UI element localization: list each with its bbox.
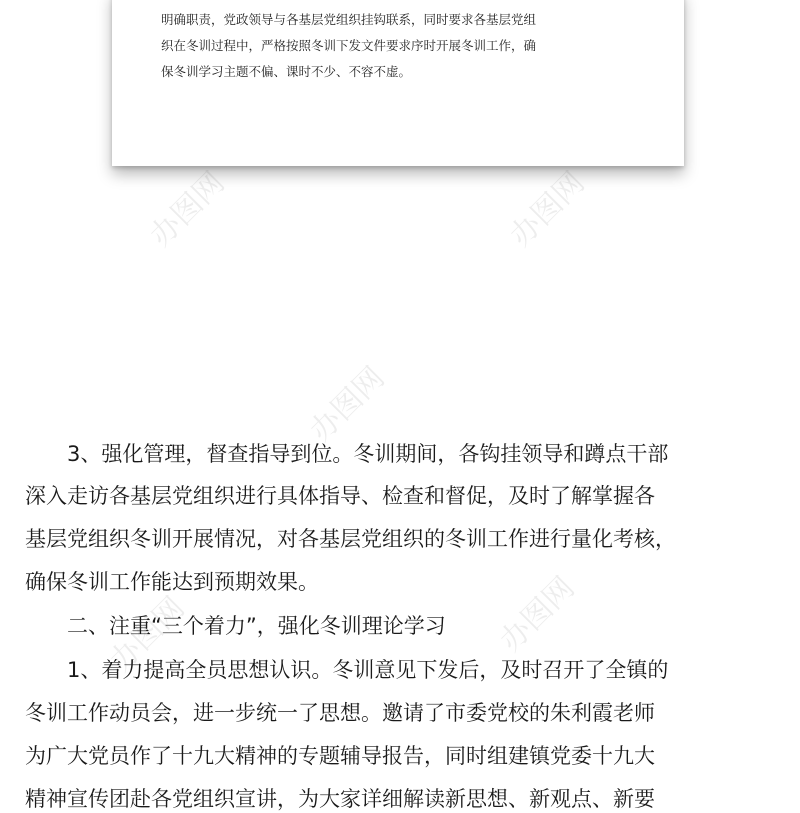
watermark: 办图网 [503, 165, 592, 254]
page-preview [112, 0, 684, 166]
paragraph-line: 冬训工作动员会，进一步统一了思想。邀请了市委党校的朱利霞老师 [25, 701, 655, 725]
preview-line: 织在冬训过程中，严格按照冬训下发文件要求序时开展冬训工作，确 [161, 38, 537, 53]
paragraph-line: 3、强化管理，督查指导到位。冬训期间，各钩挂领导和蹲点干部 [67, 442, 669, 466]
paragraph-line: 基层党组织冬训开展情况，对各基层党组织的冬训工作进行量化考核， [25, 527, 676, 551]
watermark: 办图网 [143, 165, 232, 254]
watermark: 办图网 [303, 360, 392, 449]
paragraph-line: 深入走访各基层党组织进行具体指导、检查和督促，及时了解掌握各 [25, 484, 655, 508]
preview-line: 保冬训学习主题不偏、课时不少、不容不虚。 [161, 64, 412, 79]
paragraph-line: 为广大党员作了十九大精神的专题辅导报告，同时组建镇党委十九大 [25, 744, 655, 768]
paragraph-line: 1、着力提高全员思想认识。冬训意见下发后，及时召开了全镇的 [67, 658, 669, 682]
paragraph-line: 精神宣传团赴各党组织宣讲，为大家详细解读新思想、新观点、新要 [25, 787, 655, 811]
section-heading: 二、注重“三个着力”，强化冬训理论学习 [67, 614, 446, 638]
watermark: 办图网 [103, 590, 192, 679]
watermark: 办图网 [493, 570, 582, 659]
paragraph-line: 确保冬训工作能达到预期效果。 [25, 570, 319, 594]
preview-line: 明确职责，党政领导与各基层党组织挂钩联系，同时要求各基层党组 [161, 12, 537, 27]
